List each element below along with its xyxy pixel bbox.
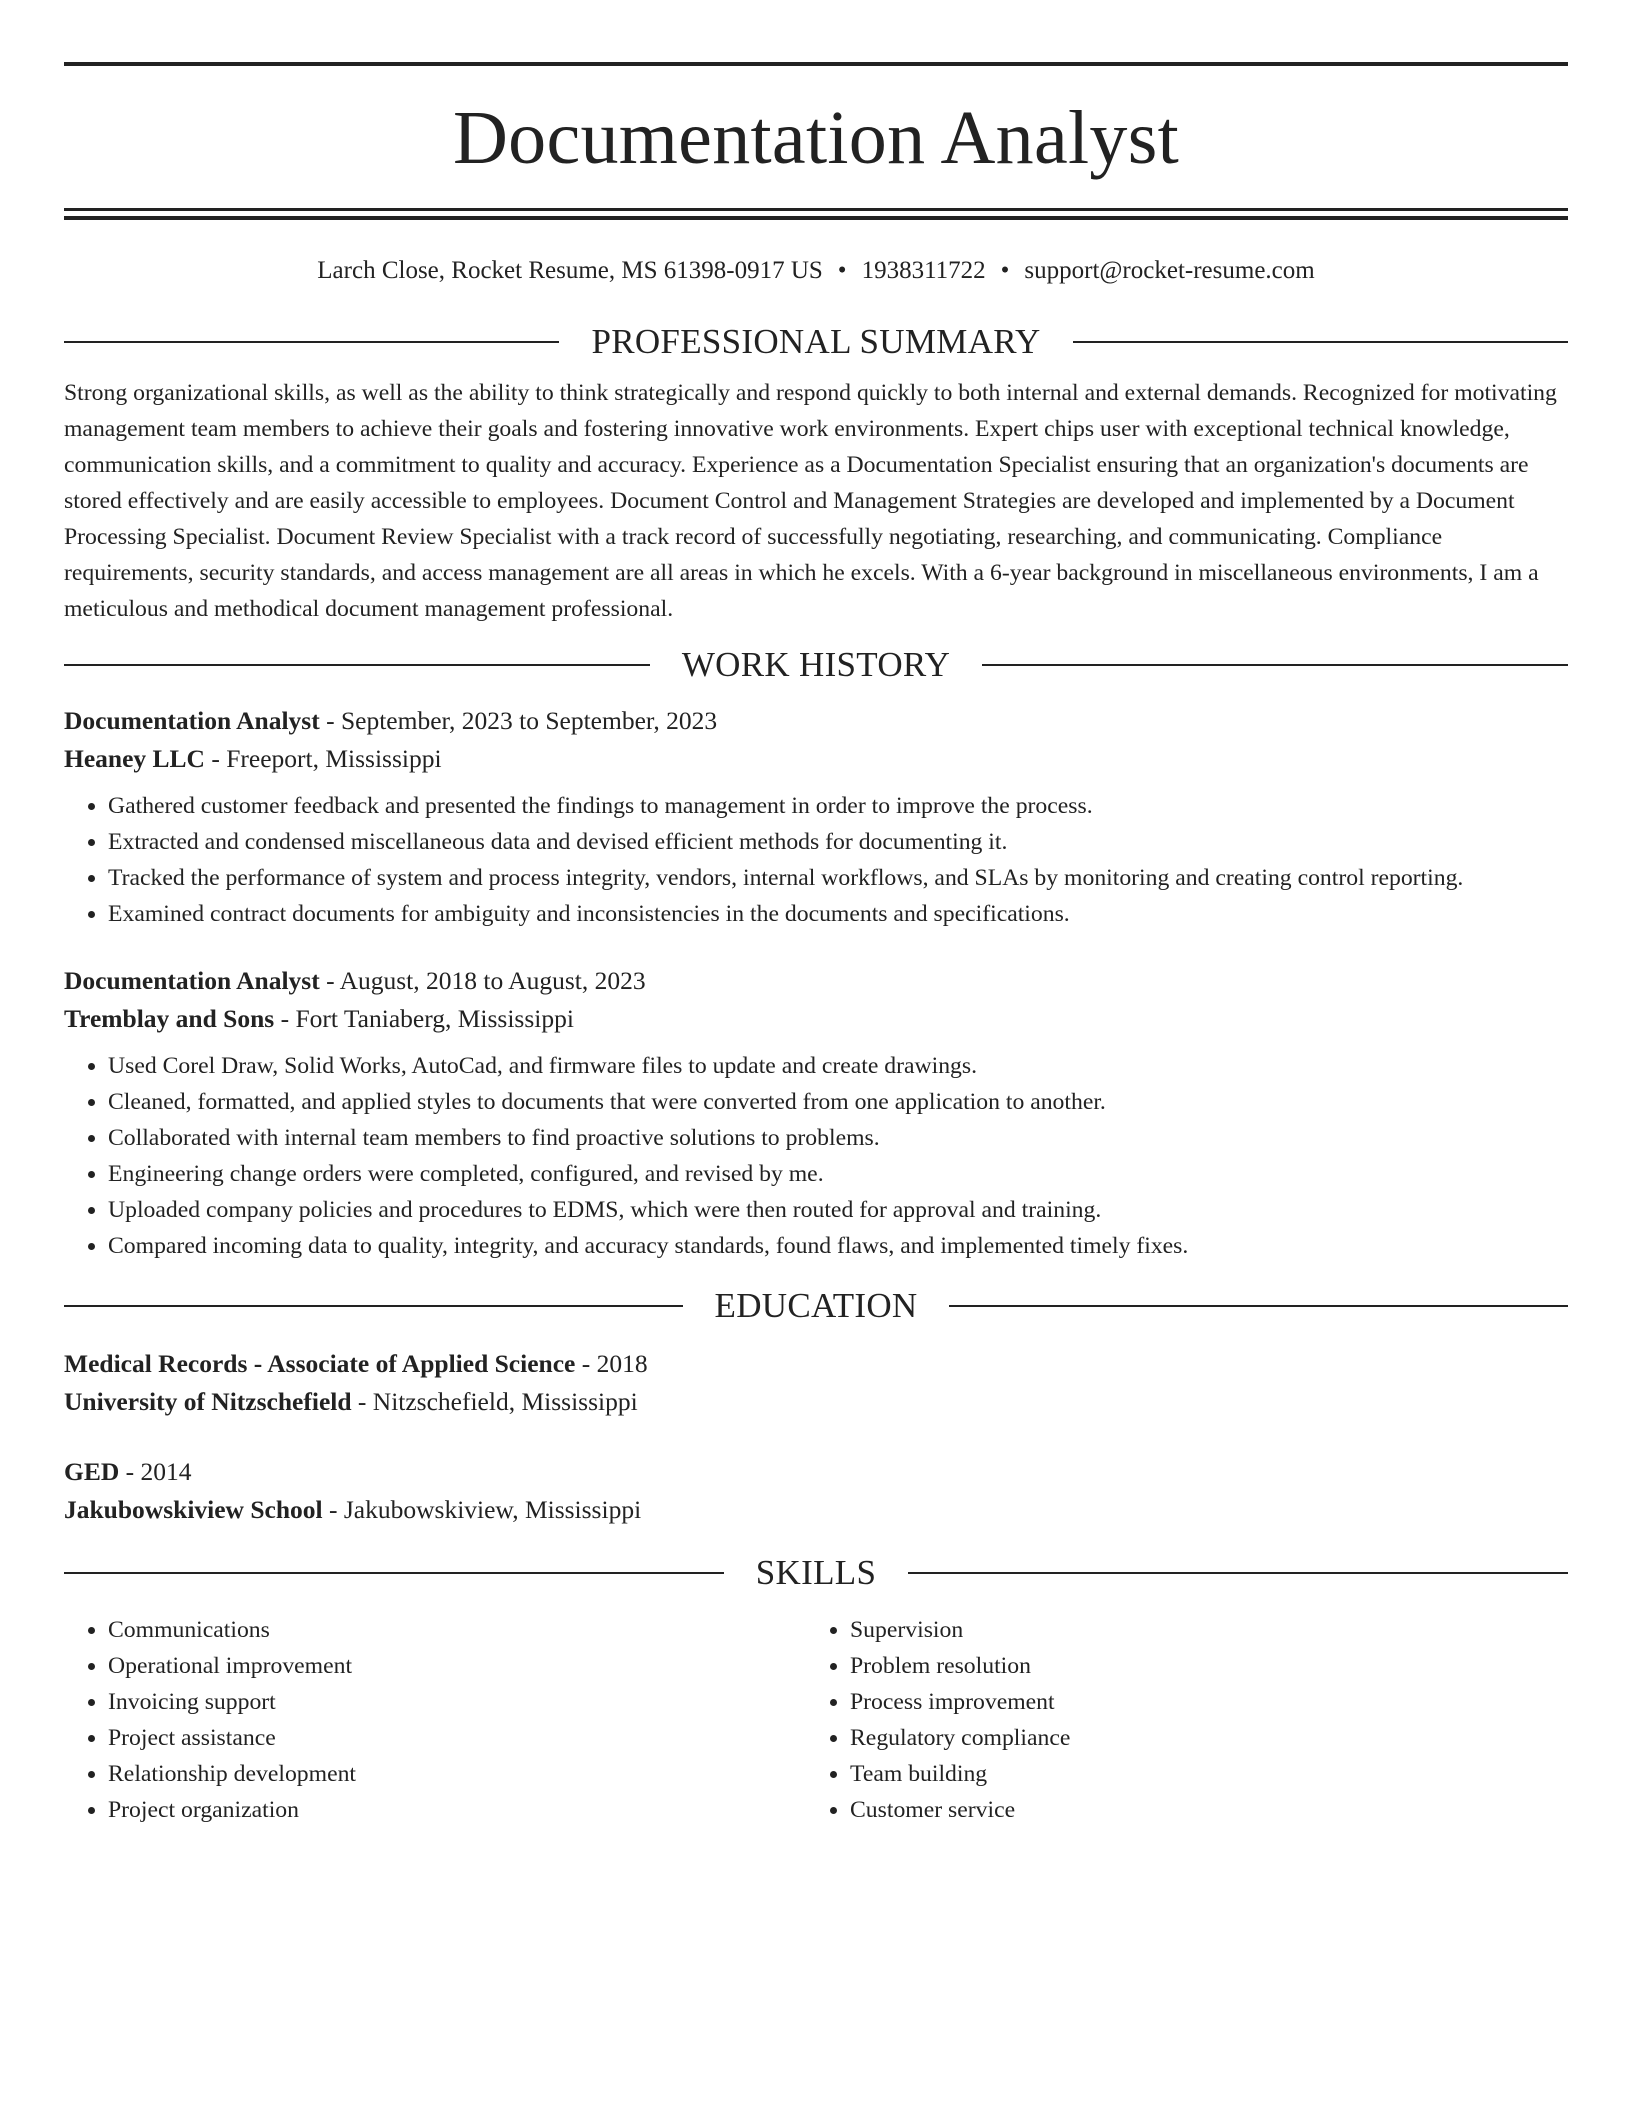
- heading-rule: [982, 664, 1568, 666]
- contact-line: [64, 256, 1568, 286]
- degree-line: [64, 1453, 1568, 1491]
- degree-name: GED: [64, 1457, 120, 1486]
- education-heading-label: EDUCATION: [714, 1286, 918, 1325]
- skills-heading-label: SKILLS: [755, 1553, 877, 1592]
- skill-item: • Customer service: [850, 1792, 1548, 1828]
- list-item: • Extracted and condensed miscellaneous data and devised efficient methods for documenting it.: [108, 824, 1568, 860]
- job-dates: - August, 2018 to August, 2023: [319, 966, 646, 995]
- school-name: University of Nitzschefield: [64, 1387, 352, 1416]
- skill-item: • Problem resolution: [850, 1648, 1548, 1684]
- job-company: Tremblay and Sons: [64, 1004, 275, 1033]
- top-rule: [64, 62, 1568, 66]
- job-company-line: [64, 1000, 1568, 1038]
- heading-rule: [908, 1572, 1568, 1574]
- degree-year: - 2018: [575, 1349, 648, 1378]
- summary-heading-label: PROFESSIONAL SUMMARY: [591, 322, 1041, 361]
- job-dates: - September, 2023 to September, 2023: [319, 706, 718, 735]
- contact-separator: •: [1000, 257, 1010, 284]
- list-item: • Engineering change orders were completed, configured, and revised by me.: [108, 1156, 1568, 1192]
- school-location: - Jakubowskiview, Mississippi: [322, 1495, 642, 1524]
- work-section-heading: [64, 647, 1568, 682]
- list-item: • Cleaned, formatted, and applied styles to documents that were converted from one application to another.: [108, 1084, 1568, 1120]
- list-item: • Uploaded company policies and procedures to EDMS, which were then routed for approval and training.: [108, 1192, 1568, 1228]
- skill-item: • Invoicing support: [108, 1684, 806, 1720]
- summary-text: Strong organizational skills, as well as the ability to think strategically and respond quickly to both internal and external demands. Recognized for motivating management team members to achieve their goals and fostering innovative work environments. Expert chips user with exceptional technical knowledge, communication skills, and a commitment to quality and accuracy. Experience as a Documentation Specialist ensuring that an organization's documents are stored effectively and are easily accessible to employees. Document Control and Management Strategies are developed and implemented by a Document Processing Specialist. Document Review Specialist with a track record of successfully negotiating, researching, and communicating. Compliance requirements, security standards, and access management are all areas in which he excels. With a 6-year background in miscellaneous environments, I am a meticulous and methodical document management professional.: [64, 380, 1557, 622]
- contact-email: support@rocket-resume.com: [1024, 257, 1315, 284]
- education-entry: [64, 1345, 1568, 1421]
- skills-list-right: [806, 1612, 1548, 1828]
- skill-item: • Project organization: [108, 1792, 806, 1828]
- list-item: • Examined contract documents for ambiguity and inconsistencies in the documents and specifications.: [108, 896, 1568, 932]
- title-double-rule: [64, 208, 1568, 220]
- summary-section-heading: [64, 324, 1568, 359]
- heading-rule: [64, 1305, 683, 1307]
- contact-address: Larch Close, Rocket Resume, MS 61398-0917 US: [317, 257, 823, 284]
- skill-item: • Regulatory compliance: [850, 1720, 1548, 1756]
- school-location: - Nitzschefield, Mississippi: [351, 1387, 638, 1416]
- education-entry: [64, 1453, 1568, 1529]
- skills-list-left: [64, 1612, 806, 1828]
- heading-rule: [64, 341, 559, 343]
- job-role: Documentation Analyst: [64, 706, 320, 735]
- list-item: • Used Corel Draw, Solid Works, AutoCad, and firmware files to update and create drawings.: [108, 1048, 1568, 1084]
- degree-year: - 2014: [119, 1457, 192, 1486]
- list-item: • Collaborated with internal team members to find proactive solutions to problems.: [108, 1120, 1568, 1156]
- work-entry: [64, 962, 1568, 1264]
- job-title-line: [64, 702, 1568, 740]
- heading-rule: [1073, 341, 1568, 343]
- degree-name: Medical Records - Associate of Applied Science: [64, 1349, 576, 1378]
- contact-separator: •: [837, 257, 847, 284]
- skill-item: • Supervision: [850, 1612, 1548, 1648]
- school-line: [64, 1383, 1568, 1421]
- job-bullet-list: [64, 1048, 1568, 1264]
- work-entry: [64, 702, 1568, 932]
- skill-item: • Process improvement: [850, 1684, 1548, 1720]
- skills-columns: [64, 1612, 1568, 1828]
- job-company-line: [64, 740, 1568, 778]
- school-name: Jakubowskiview School: [64, 1495, 323, 1524]
- job-location: - Freeport, Mississippi: [204, 744, 442, 773]
- skill-item: • Team building: [850, 1756, 1548, 1792]
- job-location: - Fort Taniaberg, Mississippi: [274, 1004, 574, 1033]
- contact-phone: 1938311722: [861, 257, 986, 284]
- heading-rule: [64, 664, 650, 666]
- job-title-line: [64, 962, 1568, 1000]
- skill-item: • Operational improvement: [108, 1648, 806, 1684]
- job-role: Documentation Analyst: [64, 966, 320, 995]
- list-item: • Compared incoming data to quality, integrity, and accuracy standards, found flaws, and implemented timely fixes.: [108, 1228, 1568, 1264]
- education-section-heading: [64, 1288, 1568, 1323]
- heading-rule: [949, 1305, 1568, 1307]
- heading-rule: [64, 1572, 724, 1574]
- list-item: • Tracked the performance of system and process integrity, vendors, internal workflows, and SLAs by monitoring and creating control reporting.: [108, 860, 1568, 896]
- degree-line: [64, 1345, 1568, 1383]
- skill-item: • Project assistance: [108, 1720, 806, 1756]
- job-company: Heaney LLC: [64, 744, 205, 773]
- skill-item: • Communications: [108, 1612, 806, 1648]
- work-heading-label: WORK HISTORY: [681, 645, 951, 684]
- skills-section-heading: [64, 1555, 1568, 1590]
- school-line: [64, 1491, 1568, 1529]
- skill-item: • Relationship development: [108, 1756, 806, 1792]
- job-bullet-list: [64, 788, 1568, 932]
- resume-title: Documentation Analyst: [452, 96, 1180, 180]
- list-item: • Gathered customer feedback and presented the findings to management in order to improve the process.: [108, 788, 1568, 824]
